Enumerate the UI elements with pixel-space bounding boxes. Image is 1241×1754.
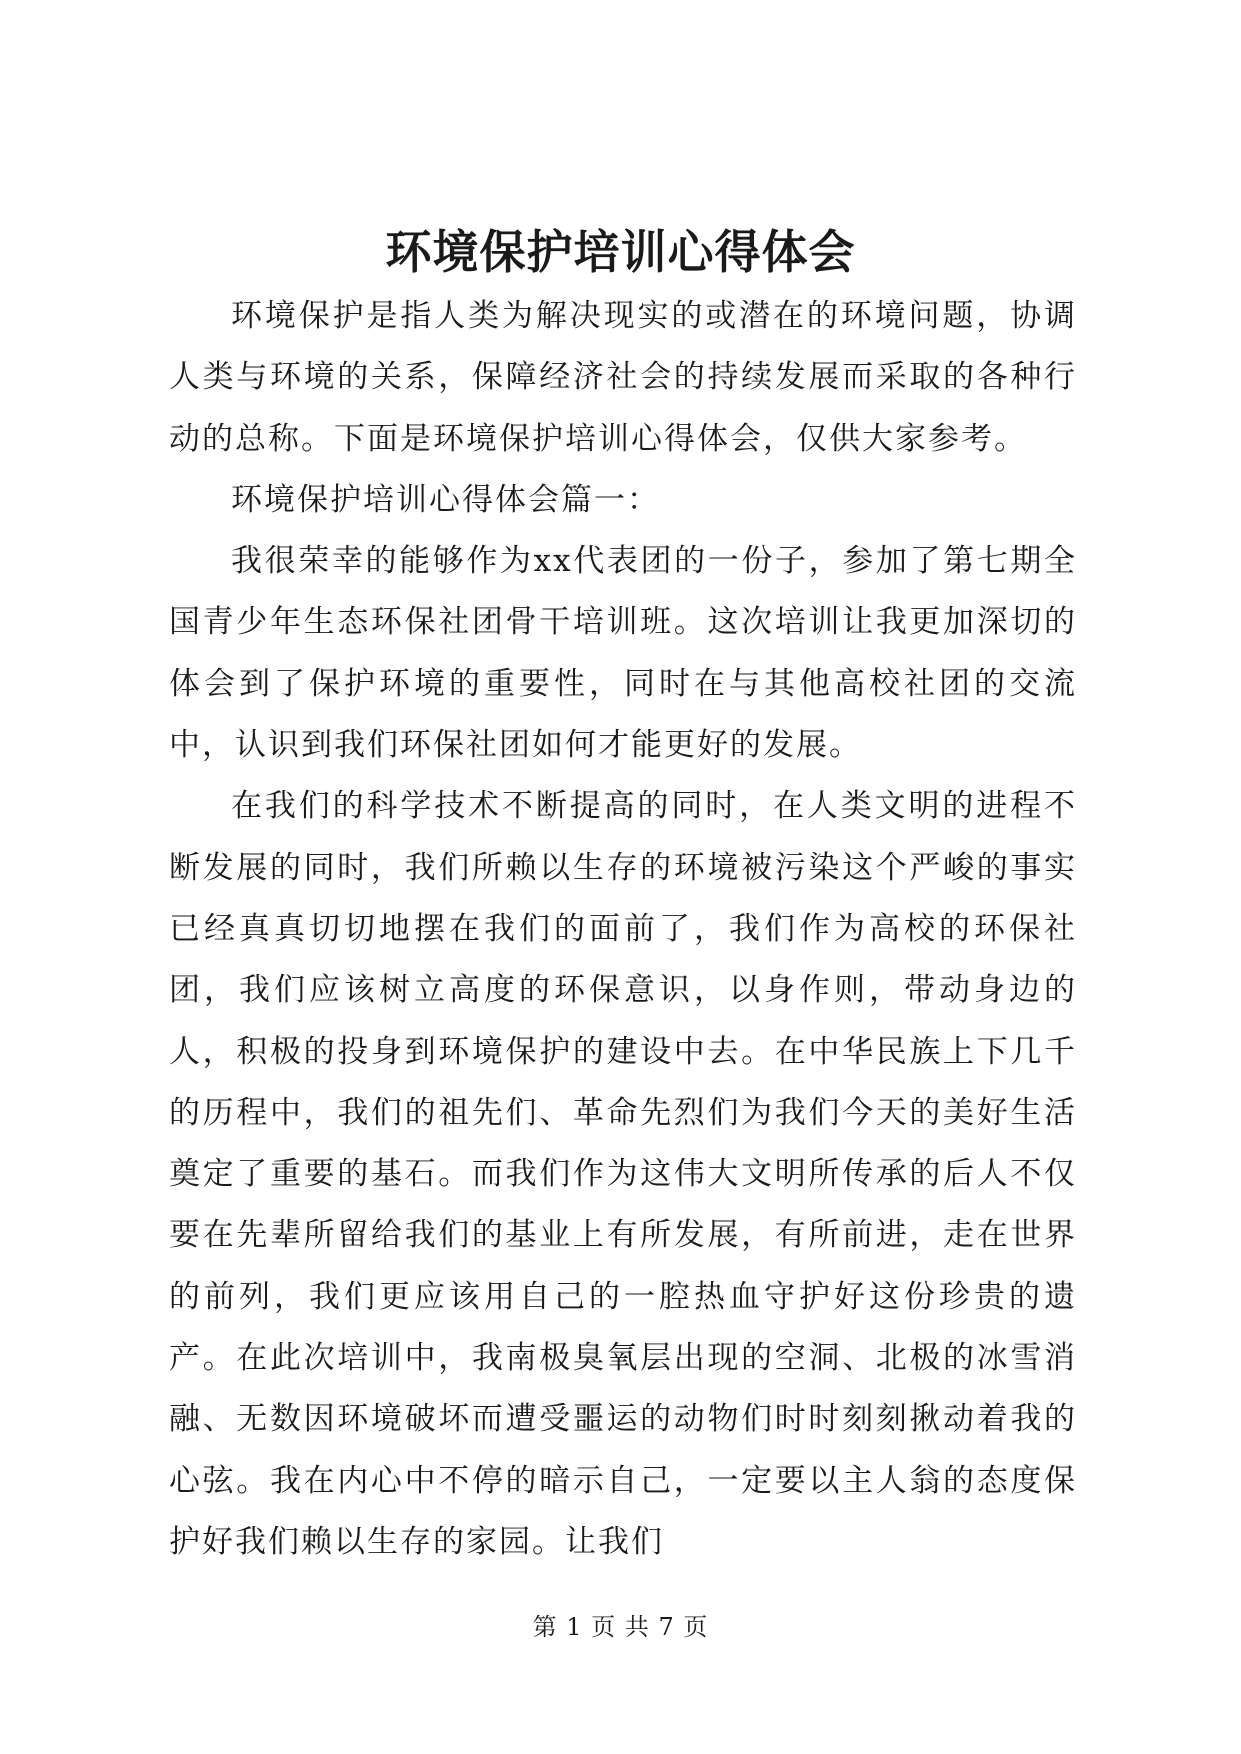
paragraph-training: 我很荣幸的能够作为xx代表团的一份子，参加了第七期全国青少年生态环保社团骨干培训班。这次培训让我更加深切的体会到了保护环境的重要性，同时在与其他高校社团的交流中，认识到我们环保社团如何才能更好的发展。 bbox=[169, 543, 1077, 764]
page-footer: 第 1 页 共 7 页 bbox=[532, 1613, 709, 1641]
paragraph-intro: 环境保护是指人类为解决现实的或潜在的环境问题，协调人类与环境的关系，保障经济社会的持续发展而采取的各种行动的总称。下面是环境保护培训心得体会，仅供大家参考。 bbox=[169, 298, 1077, 457]
document-body bbox=[169, 286, 1077, 1573]
paragraph-environment: 在我们的科学技术不断提高的同时，在人类文明的进程不断发展的同时，我们所赖以生存的环境被污染这个严峻的事实已经真真切切地摆在我们的面前了，我们作为高校的环保社团，我们应该树立高度的环保意识，以身作则，带动身边的人，积极的投身到环境保护的建设中去。在中华民族上下几千的历程中，我们的祖先们、革命先烈们为我们今天的美好生活奠定了重要的基石。而我们作为这伟大文明所传承的后人不仅要在先辈所留给我们的基业上有所发展，有所前进，走在世界的前列，我们更应该用自己的一腔热血守护好这份珍贵的遗产。在此次培训中，我南极臭氧层出现的空洞、北极的冰雪消融、无数因环境破坏而遭受噩运的动物们时时刻刻揪动着我的心弦。我在内心中不停的暗示自己，一定要以主人翁的态度保护好我们赖以生存的家园。让我们 bbox=[169, 788, 1077, 1560]
paragraph-section-heading: 环境保护培训心得体会篇一： bbox=[231, 481, 660, 518]
document-title: 环境保护培训心得体会 bbox=[385, 225, 856, 279]
